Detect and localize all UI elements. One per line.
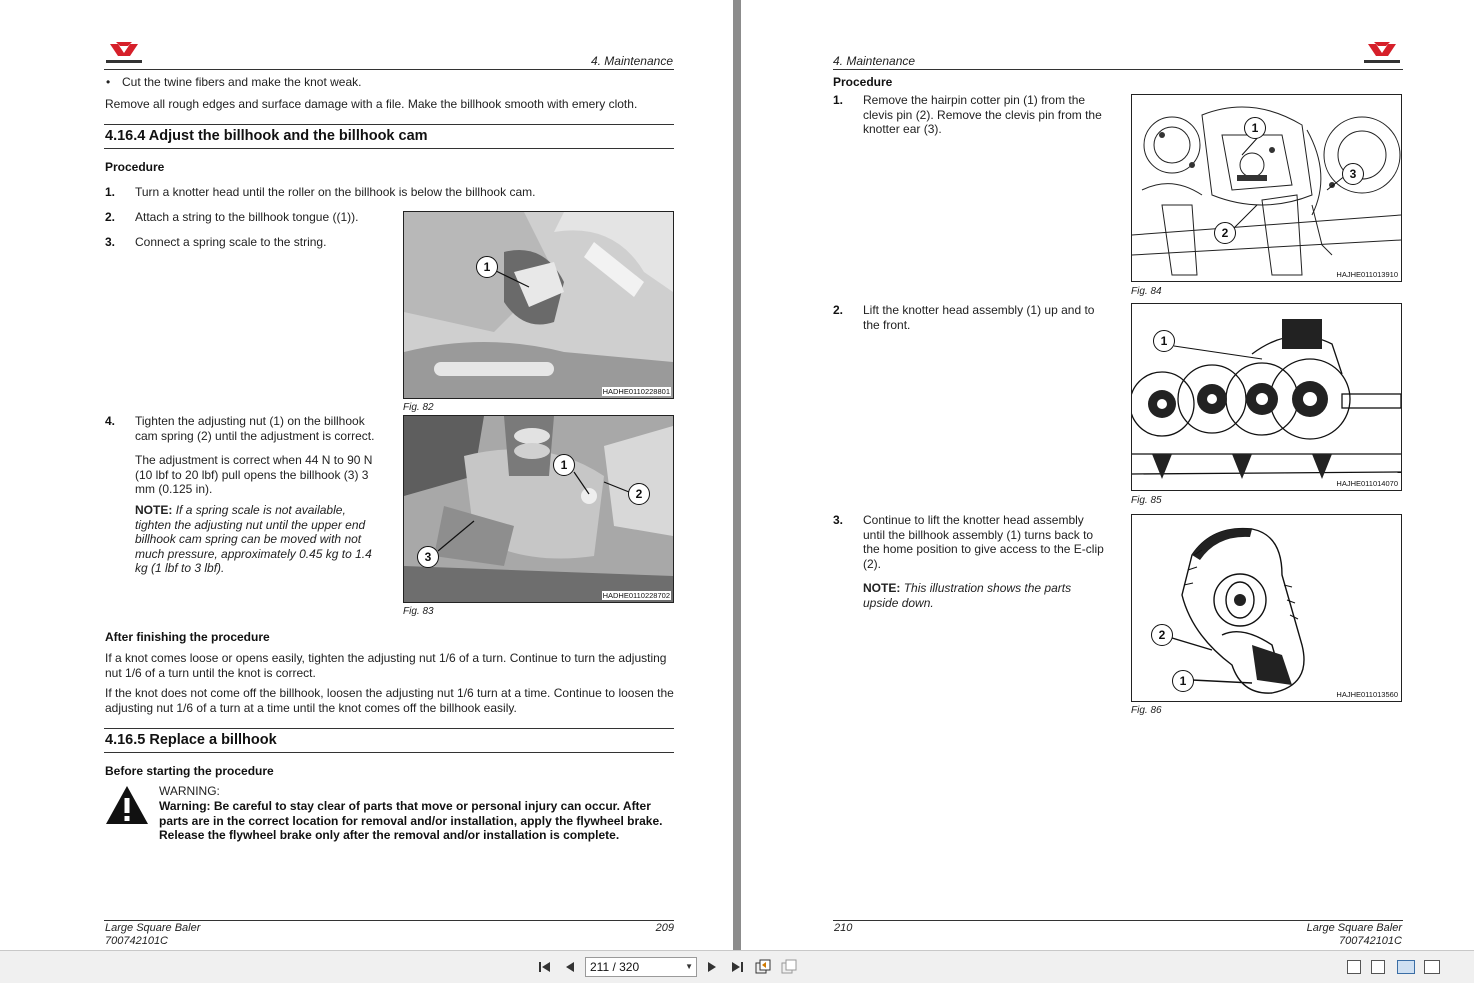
bullet-dot: • — [106, 75, 111, 89]
clevis-pin-drawing-icon — [1132, 95, 1401, 281]
figure-85-image — [1131, 303, 1402, 491]
header-section-title: 4. Maintenance — [833, 54, 916, 68]
note-label: NOTE: — [863, 581, 901, 595]
continuous-facing-view-icon[interactable] — [1424, 960, 1440, 974]
go-back-view-icon[interactable] — [754, 959, 772, 975]
figure-84-image — [1131, 94, 1402, 282]
callout-1: 1 — [553, 454, 575, 476]
footer-title: Large Square Baler — [105, 922, 201, 934]
knotter-head-drawing-icon — [1132, 304, 1401, 490]
step-text: Lift the knotter head assembly (1) up and to the front. — [863, 303, 1095, 332]
note-text: If a spring scale is not available, tighten the adjusting nut until the upper end billhook cam spring can be moved with not much pressure, approximately 0.45 kg to 1.4 kg (1 lbf to 3 lbf). — [135, 503, 372, 575]
callout-2: 2 — [1151, 624, 1173, 646]
bullet-text: Cut the twine fibers and make the knot weak. — [122, 75, 362, 89]
step-text: Remove the hairpin cotter pin (1) from the clevis pin (2). Remove the clevis pin from the knotter ear (3). — [863, 93, 1102, 136]
spring-nut-photo-icon — [404, 416, 673, 602]
step-text: Connect a spring scale to the string. — [135, 235, 327, 249]
callout-1: 1 — [1153, 330, 1175, 352]
left-page — [0, 0, 733, 950]
callout-1: 1 — [1172, 670, 1194, 692]
step-number: 2. — [833, 303, 844, 317]
next-page-icon[interactable] — [703, 959, 721, 975]
billhook-photo-icon — [404, 212, 673, 398]
brand-logo-icon — [104, 40, 144, 66]
callout-1: 1 — [476, 256, 498, 278]
section-rule-bottom — [104, 752, 674, 753]
footer-rule — [833, 920, 1403, 921]
warning-label: WARNING: — [159, 784, 220, 798]
billhook-assembly-drawing-icon — [1132, 515, 1401, 701]
right-page — [741, 0, 1474, 950]
brand-logo-icon — [1362, 40, 1402, 66]
section-rule-top — [104, 728, 674, 729]
step-number: 2. — [105, 210, 116, 224]
figure-82-image — [403, 211, 674, 399]
figure-id: HADHE0110228702 — [602, 591, 670, 600]
callout-3: 3 — [1342, 163, 1364, 185]
figure-86-image — [1131, 514, 1402, 702]
step-number: 3. — [833, 513, 844, 527]
footer-title: Large Square Baler — [1306, 922, 1402, 934]
continuous-view-icon[interactable] — [1371, 960, 1385, 974]
warning-text: Warning: Be careful to stay clear of parts that move or personal injury can occur. After parts are in the correct location for removal and/or installation, apply the flywheel brake. Release the flywheel brake only after the removal and/or installation is complete. — [159, 799, 663, 842]
section-heading: 4.16.5 Replace a billhook — [105, 732, 277, 748]
header-rule — [833, 69, 1403, 70]
header-section-title: 4. Maintenance — [590, 54, 673, 68]
figure-caption: Fig. 86 — [1131, 705, 1162, 716]
paragraph: If a knot comes loose or opens easily, tighten the adjusting nut 1/6 of a turn. Continue to turn the adjusting nut 1/6 of a turn until the knot is correct. — [105, 651, 667, 680]
figure-caption: Fig. 83 — [403, 606, 434, 617]
figure-id: HADHE0110228801 — [602, 387, 670, 396]
note-text: This illustration shows the parts upside down. — [863, 581, 1072, 610]
footer-rule — [104, 920, 674, 921]
page-number: 209 — [655, 922, 674, 934]
page-divider — [733, 0, 741, 950]
paragraph: Remove all rough edges and surface damage with a file. Make the billhook smooth with emery cloth. — [105, 97, 638, 111]
page-number-input[interactable] — [585, 957, 697, 977]
procedure-label: Procedure — [105, 160, 165, 174]
step-text: Attach a string to the billhook tongue ((1)). — [135, 210, 359, 224]
procedure-label: Procedure — [833, 75, 893, 89]
note-block — [863, 581, 1105, 610]
callout-2: 2 — [628, 483, 650, 505]
viewer-toolbar — [0, 950, 1474, 983]
figure-id: HAJHE011013910 — [1336, 270, 1398, 279]
paragraph: If the knot does not come off the billhook, loosen the adjusting nut 1/6 turn at a time. Continue to loosen the adjusting nut 1/6 of a turn at a time until the knot comes off the billhook easily. — [105, 686, 674, 715]
page-number: 210 — [834, 922, 853, 934]
section-heading: 4.16.4 Adjust the billhook and the billhook cam — [105, 128, 428, 144]
after-procedure-label: After finishing the procedure — [105, 630, 270, 644]
section-rule-bottom — [104, 148, 674, 149]
footer-code: 700742101C — [105, 935, 169, 947]
step-text: Tighten the adjusting nut (1) on the billhook cam spring (2) until the adjustment is correct. — [135, 414, 375, 443]
step-detail: The adjustment is correct when 44 N to 90 N (10 lbf to 20 lbf) pull opens the billhook (3) 3 mm (0.125 in). — [135, 453, 373, 496]
chevron-down-icon[interactable]: ▼ — [685, 962, 693, 971]
go-forward-view-icon[interactable] — [780, 959, 798, 975]
note-label: NOTE: — [135, 503, 173, 517]
figure-id: HAJHE011013560 — [1336, 690, 1398, 699]
last-page-icon[interactable] — [728, 959, 746, 975]
figure-83-image — [403, 415, 674, 603]
facing-pages-view-icon[interactable] — [1397, 960, 1415, 974]
warning-triangle-icon — [104, 784, 150, 826]
single-page-view-icon[interactable] — [1347, 960, 1361, 974]
section-rule-top — [104, 124, 674, 125]
figure-caption: Fig. 82 — [403, 402, 434, 413]
callout-2: 2 — [1214, 222, 1236, 244]
figure-id: HAJHE011014070 — [1336, 479, 1398, 488]
callout-3: 3 — [417, 546, 439, 568]
previous-page-icon[interactable] — [561, 959, 579, 975]
figure-caption: Fig. 85 — [1131, 495, 1162, 506]
callout-1: 1 — [1244, 117, 1266, 139]
step-text: Continue to lift the knotter head assembly until the billhook assembly (1) turns back to the home position to give access to the E-clip (2). — [863, 513, 1104, 571]
step-number: 3. — [105, 235, 116, 249]
before-procedure-label: Before starting the procedure — [105, 764, 274, 778]
step-text: Turn a knotter head until the roller on the billhook is below the billhook cam. — [135, 185, 536, 199]
first-page-icon[interactable] — [536, 959, 554, 975]
step-number: 4. — [105, 414, 116, 428]
note-block — [135, 503, 380, 576]
header-rule — [104, 69, 674, 70]
step-number: 1. — [105, 185, 116, 199]
footer-code: 700742101C — [1338, 935, 1402, 947]
step-number: 1. — [833, 93, 844, 107]
page-indicator: 211 / 320 — [590, 960, 640, 974]
figure-caption: Fig. 84 — [1131, 286, 1162, 297]
